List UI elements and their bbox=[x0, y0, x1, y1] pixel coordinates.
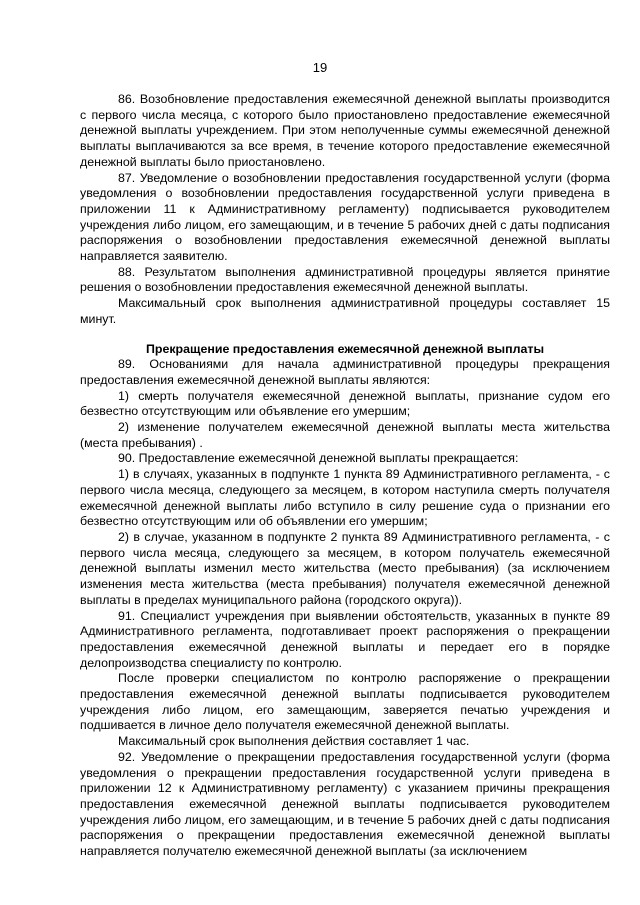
document-body bbox=[80, 92, 610, 860]
paragraph-87: 87. Уведомление о возобновлении предоставления государственной услуги (форма уведомления о возобновлении предоставления государственной услуги приведена в приложении 11 к Административному регламенту) подписывается руководителем учреждения либо лицом, его замещающим, и в течение 5 рабочих дней с даты подписания распоряжения о возобновлении предоставления ежемесячной денежной выплаты направляется заявителю. bbox=[80, 170, 610, 264]
paragraph-after-check: После проверки специалистом по контролю распоряжение о прекращении предоставления ежемесячной денежной выплаты подписывается руководителем учреждения либо лицом, его замещающим, заверяется печатью учреждения и подшивается в личное дело получателя ежемесячной денежной выплаты. bbox=[80, 671, 610, 733]
paragraph-89: 89. Основаниями для начала административной процедуры прекращения предоставления ежемесячной денежной выплаты являются: bbox=[80, 357, 610, 387]
paragraph-90-item-1: 1) в случаях, указанных в подпункте 1 пункта 89 Административного регламента, - с первого числа месяца, следующего за месяцем, в котором наступила смерть получателя ежемесячной денежной выплаты либо вступило в силу решение суда о признании его безвестно отсутствующим или об объявлении его умершим; bbox=[80, 467, 610, 529]
paragraph-92: 92. Уведомление о прекращении предоставления государственной услуги (форма уведомления о прекращении предоставления государственной услуги приведена в приложении 12 к Административному регламенту) с указанием причины прекращения предоставления ежемесячной денежной выплаты подписывается руководителем учреждения либо лицом, его замещающим, и в течение 5 рабочих дней с даты подписания распоряжения о прекращении предоставления ежемесячной денежной выплаты направляется получателю ежемесячной денежной выплаты (за исключением bbox=[80, 749, 610, 859]
paragraph-89-item-2: 2) изменение получателем ежемесячной денежной выплаты места жительства (места пребывания) . bbox=[80, 420, 610, 450]
page-number: 19 bbox=[312, 60, 328, 75]
paragraph-90: 90. Предоставление ежемесячной денежной выплаты прекращается: bbox=[118, 451, 519, 466]
paragraph-89-item-1: 1) смерть получателя ежемесячной денежной выплаты, признание судом его безвестно отсутствующим или объявление его умершим; bbox=[80, 388, 610, 419]
paragraph-91: 91. Специалист учреждения при выявлении обстоятельств, указанных в пункте 89 Административного регламента, подготавливает проект распоряжения о прекращении предоставления ежемесячной денежной выплаты и передает его в порядке делопроизводства специалисту по контролю. bbox=[80, 608, 610, 670]
section-heading: Прекращение предоставления ежемесячной денежной выплаты bbox=[145, 341, 545, 356]
paragraph-88: 88. Результатом выполнения административной процедуры является принятие решения о возобновлении предоставления ежемесячной денежной выплаты. bbox=[80, 264, 610, 295]
paragraph-max-term-15-min: Максимальный срок выполнения административной процедуры составляет 15 минут. bbox=[80, 296, 610, 326]
paragraph-86: 86. Возобновление предоставления ежемесячной денежной выплаты производится с первого числа месяца, с которого было приостановлено предоставление ежемесячной денежной выплаты учреждением. При этом неполученные суммы ежемесячной денежной выплаты выплачиваются за все время, в течение которого предоставление ежемесячной денежной выплаты было приостановлено. bbox=[80, 92, 610, 169]
paragraph-90-item-2: 2) в случае, указанном в подпункте 2 пункта 89 Административного регламента, - с первого числа месяца, следующего за месяцем, в котором получатель ежемесячной денежной выплаты изменил место жительства (место пребывания) (за исключением изменения места жительства (места пребывания) получателя ежемесячной денежной выплаты в пределах муниципального района (городского округа)). bbox=[80, 529, 610, 607]
paragraph-max-term-1-hour: Максимальный срок выполнения действия составляет 1 час. bbox=[118, 734, 470, 749]
